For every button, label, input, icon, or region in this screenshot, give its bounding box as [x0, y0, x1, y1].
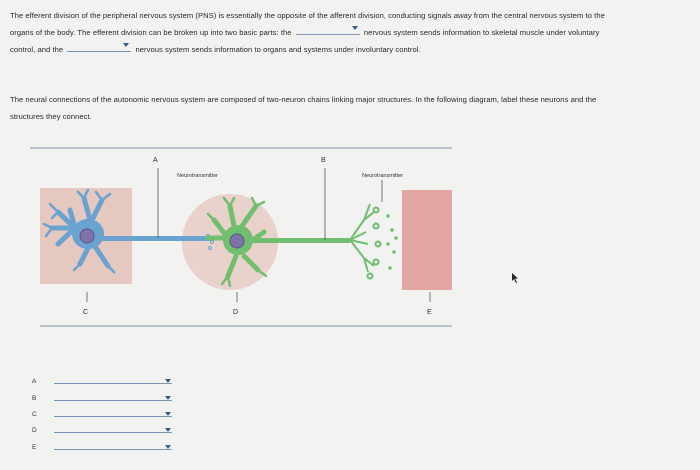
- dropdown-arrow-icon[interactable]: [165, 379, 171, 383]
- mouse-cursor-icon: [512, 273, 520, 283]
- instruction-text: The neural connections of the autonomic nervous system are composed of two-neuron chains linking major structures. In the following diagram, label these neurons and the structures they connect.: [10, 95, 597, 121]
- label-c: C: [83, 309, 89, 316]
- autonomic-neuron-diagram: [30, 140, 460, 335]
- neurotransmitter-label-1: Neurotransmitter: [177, 173, 218, 179]
- intro-text-3: nervous system sends information to skeletal muscle under voluntary control, and the: [10, 27, 600, 54]
- label-e: E: [427, 309, 432, 316]
- instruction-paragraph: [10, 92, 610, 126]
- label-b: B: [321, 157, 326, 164]
- answer-dropdown-c[interactable]: [54, 416, 172, 417]
- answer-letter-a: A: [32, 378, 37, 385]
- answer-letter-d: D: [32, 427, 37, 434]
- neurotransmitter-label-2: Neurotransmitter: [362, 173, 403, 179]
- intro-paragraph: [10, 8, 610, 58]
- answer-dropdown-a[interactable]: [54, 383, 172, 384]
- dropdown-arrow-icon: [352, 26, 358, 30]
- postganglionic-neuron: [208, 198, 350, 286]
- dropdown-arrow-icon[interactable]: [165, 396, 171, 400]
- label-a: A: [153, 157, 158, 164]
- intro-text-4: nervous system sends information to organs and systems under involuntary control.: [135, 44, 421, 54]
- postganglionic-nucleus: [230, 234, 244, 248]
- answer-dropdown-b[interactable]: [54, 400, 172, 401]
- dropdown-arrow-icon[interactable]: [165, 445, 171, 449]
- answer-letter-e: E: [32, 444, 37, 451]
- dropdown-arrow-icon[interactable]: [165, 412, 171, 416]
- answer-letter-b: B: [32, 395, 37, 402]
- answer-dropdown-d[interactable]: [54, 432, 172, 433]
- axon-terminals: [350, 204, 381, 279]
- somatic-dropdown[interactable]: [296, 25, 360, 35]
- label-d: D: [233, 309, 239, 316]
- answer-letter-c: C: [32, 411, 37, 418]
- intro-text-1: The efferent division of the peripheral nervous system (PNS) is essentially the opposite of the afferent division, conducting signals: [10, 11, 452, 20]
- dropdown-arrow-icon: [123, 43, 129, 47]
- intro-away-emphasis: away: [453, 11, 472, 20]
- answer-dropdown-e[interactable]: [54, 449, 172, 450]
- dropdown-arrow-icon[interactable]: [165, 428, 171, 432]
- autonomic-dropdown[interactable]: [67, 42, 131, 52]
- effector-organ: [402, 190, 452, 290]
- intro-text-2: from the central nervous system to the organs of the body. The efferent division can be broken up into two basic parts: the: [10, 11, 605, 37]
- neurotransmitter-dots: [386, 214, 398, 270]
- preganglionic-nucleus: [80, 229, 94, 243]
